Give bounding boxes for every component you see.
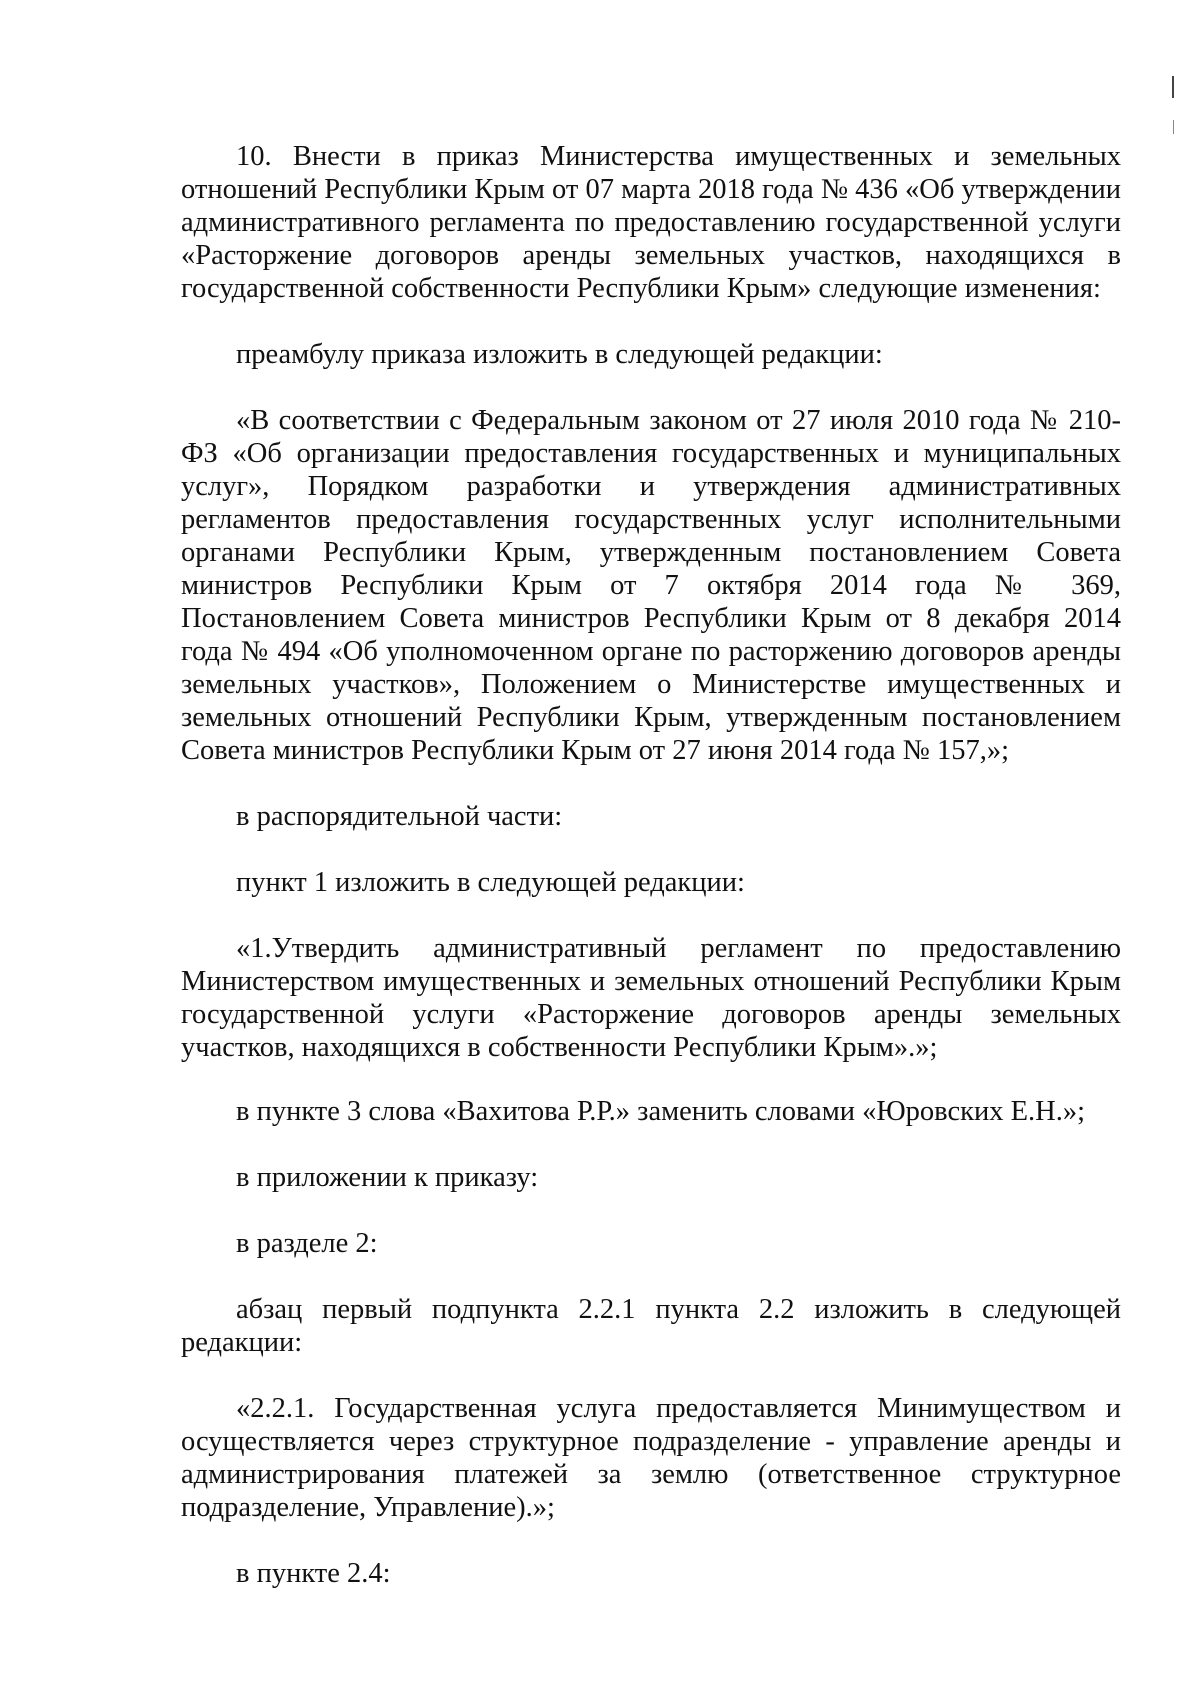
paragraph-item-1-instruction: пункт 1 изложить в следующей редакции: (236, 867, 745, 898)
paragraph-section-2: в разделе 2: (236, 1228, 378, 1259)
paragraph-annex: в приложении к приказу: (236, 1162, 539, 1193)
paragraph-item-3: в пункте 3 слова «Вахитова Р.Р.» заменить словами «Юровских Е.Н.»; (236, 1096, 1085, 1127)
scan-artifact-mark (1173, 120, 1174, 134)
paragraph-preamble-text: «В соответствии с Федеральным законом от 27 июля 2010 года № 210-ФЗ «Об организации предоставления государственных и муниципальных услуг», Порядком разработки и утверждения административных регламентов предоставления государственных услуг исполнительными органами Республики Крым, утвержденным постановлением Совета министров Республики Крым от 7 октября 2014 года № 369, Постановлением Совета министров Республики Крым от 8 декабря 2014 года № 494 «Об уполномоченном органе по расторжению договоров аренды земельных участков», Положением о Министерстве имущественных и земельных отношений Республики Крым, утвержденным постановлением Совета министров Республики Крым от 27 июня 2014 года № 157,»; (181, 405, 1121, 766)
paragraph-clause-2-4: в пункте 2.4: (236, 1558, 391, 1589)
paragraph-operative-part: в распорядительной части: (236, 801, 563, 832)
paragraph-subclause-instruction: абзац первый подпункта 2.2.1 пункта 2.2 изложить в следующей редакции: (181, 1294, 1121, 1358)
paragraph-subclause-text: «2.2.1. Государственная услуга предоставляется Минимуществом и осуществляется через структурное подразделение - управление аренды и администрирования платежей за землю (ответственное структурное подразделение, Управление).»; (181, 1393, 1121, 1523)
paragraph-preamble-instruction: преамбулу приказа изложить в следующей редакции: (236, 339, 883, 370)
paragraph-amendment-intro: 10. Внести в приказ Министерства имущественных и земельных отношений Республики Крым от 07 марта 2018 года № 436 «Об утверждении административного регламента по предоставлению государственной услуги «Расторжение договоров аренды земельных участков, находящихся в государственной собственности Республики Крым» следующие изменения: (181, 141, 1121, 304)
paragraph-item-1-text: «1.Утвердить административный регламент по предоставлению Министерством имущественных и земельных отношений Республики Крым государственной услуги «Расторжение договоров аренды земельных участков, находящихся в собственности Республики Крым».»; (181, 933, 1121, 1063)
document-page (181, 140, 1121, 1590)
scan-artifact-mark (1172, 76, 1174, 98)
